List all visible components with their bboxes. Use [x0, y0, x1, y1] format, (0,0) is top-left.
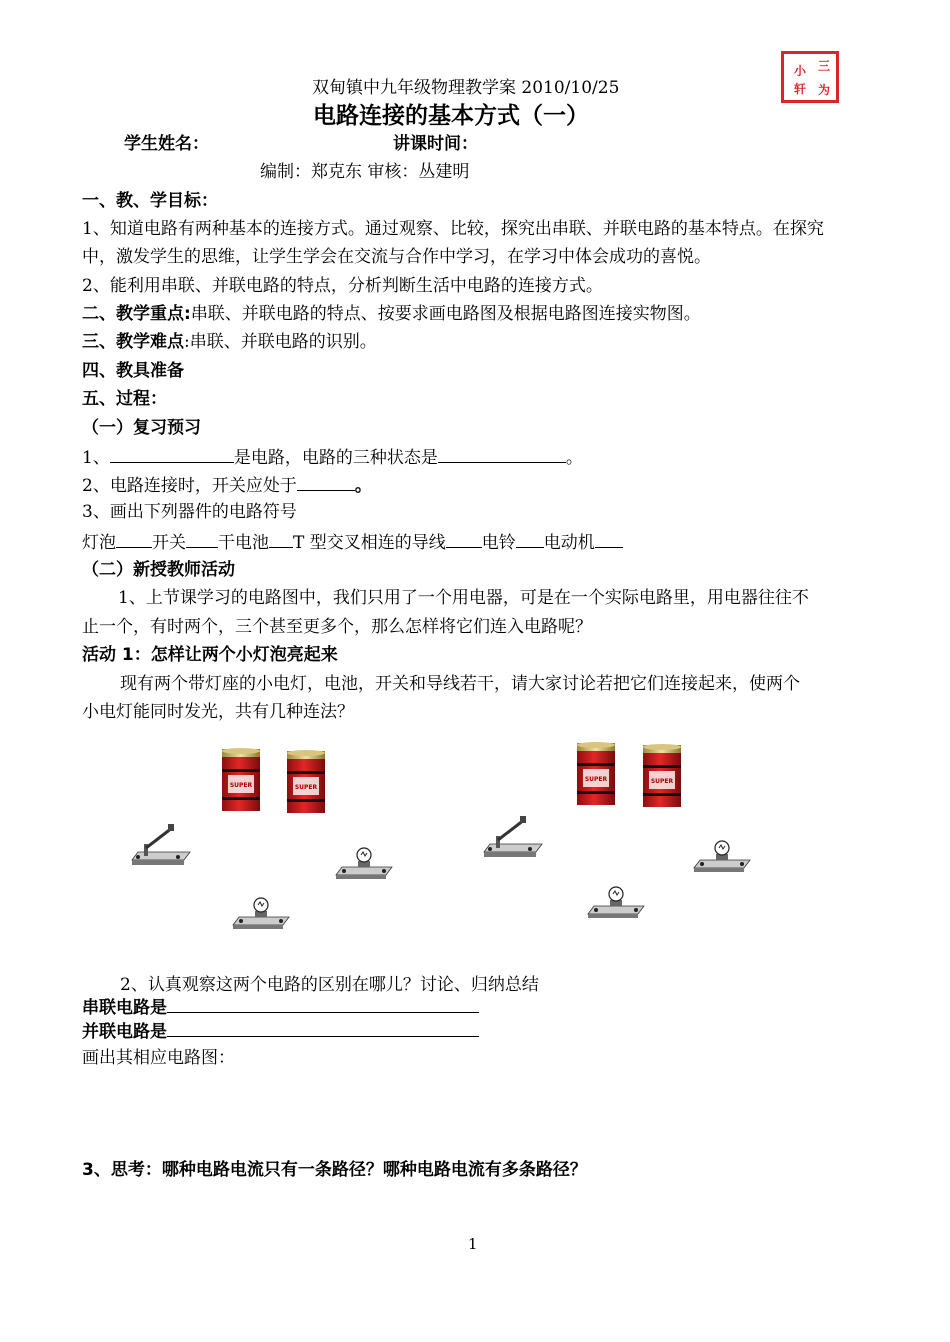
paragraph: 现有两个带灯座的小电灯，电池，开关和导线若干，请大家讨论若把它们连接起来，使两个 [120, 674, 800, 694]
page-title: 电路连接的基本方式（一） [313, 103, 589, 129]
answer-blank[interactable] [516, 529, 544, 548]
answer-blank[interactable] [110, 444, 234, 463]
paragraph: 2、能利用串联、并联电路的特点，分析判断生活中电路的连接方式。 [82, 276, 603, 296]
paragraph: 1、知道电路有两种基本的连接方式。通过观察、比较，探究出串联、并联电路的基本特点。在探究 [82, 219, 824, 239]
subsection-heading: （一）复习预习 [82, 418, 201, 438]
symbol-label: T 型交叉相连的导线 [293, 533, 446, 553]
seal-char: 三 [818, 59, 831, 73]
think-question: 3、思考：哪种电路电流只有一条路径？哪种电路电流有多条路径？ [82, 1160, 587, 1180]
student-name-label: 学生姓名： [124, 134, 209, 154]
symbol-label: 电铃 [481, 533, 516, 553]
question-text: 。 [565, 448, 583, 468]
series-label: 串联电路是 [82, 998, 167, 1018]
answer-blank[interactable] [269, 529, 293, 548]
section-text: :串联、并联电路的识别。 [184, 332, 377, 352]
question-2 [82, 472, 372, 498]
symbol-list [82, 529, 623, 555]
answer-blank[interactable] [297, 472, 355, 491]
symbol-label: 开关 [152, 533, 186, 553]
answer-blank[interactable] [116, 529, 152, 548]
subsection-heading: （二）新授教师活动 [82, 560, 235, 580]
section-2 [82, 302, 701, 326]
section-heading: 三、教学难点 [82, 332, 184, 352]
paragraph: 止一个，有时两个，三个甚至更多个，那么怎样将它们连入电路呢？ [82, 617, 592, 637]
section-3 [82, 330, 377, 354]
paragraph: 画出其相应电路图： [82, 1048, 235, 1068]
answer-blank[interactable] [167, 1018, 479, 1037]
symbol-label: 干电池 [218, 533, 269, 553]
circuit-figures: SUPER [0, 0, 950, 1342]
paragraph: 中，激发学生的思维，让学生学会在交流与合作中学习，在学习中体会成功的喜悦。 [82, 247, 711, 267]
symbol-label: 电动机 [543, 533, 595, 553]
question-1 [82, 444, 583, 470]
answer-blank[interactable] [595, 529, 623, 548]
section-heading: 五、过程： [82, 389, 167, 409]
answer-blank[interactable] [167, 994, 479, 1013]
series-line [82, 994, 479, 1020]
page-number: 1 [468, 1235, 478, 1253]
paragraph: 1、上节课学习的电路图中，我们只用了一个用电器，可是在一个实际电路里，用电器往往不 [118, 588, 809, 608]
paragraph: 2、认真观察这两个电路的区别在哪儿？讨论、归纳总结 [120, 975, 539, 995]
school-line: 双甸镇中九年级物理教学案 2010/10/25 [312, 78, 620, 98]
question-3: 3、画出下列器件的电路符号 [82, 502, 297, 522]
question-text: 是电路，电路的三种状态是 [233, 448, 438, 468]
seal-char: 轩 [794, 82, 807, 96]
question-text: 。 [354, 476, 372, 496]
seal-char: 为 [818, 83, 831, 97]
section-heading: 一、教、学目标： [82, 191, 218, 211]
class-time-label: 讲课时间： [393, 134, 478, 154]
section-text: 串联、并联电路的特点、按要求画电路图及根据电路图连接实物图。 [190, 304, 701, 324]
answer-blank[interactable] [186, 529, 218, 548]
section-heading: 四、教具准备 [82, 361, 184, 381]
answer-blank[interactable] [446, 529, 482, 548]
parallel-line [82, 1018, 479, 1044]
paragraph: 小电灯能同时发光，共有几种连法？ [82, 702, 354, 722]
activity-heading: 活动 1：怎样让两个小灯泡亮起来 [82, 645, 338, 665]
section-heading: 二、教学重点: [82, 304, 191, 324]
question-text: 1、 [82, 448, 110, 468]
symbol-label: 灯泡 [82, 533, 116, 553]
answer-blank[interactable] [438, 444, 566, 463]
seal-stamp [781, 51, 839, 103]
seal-char: 小 [794, 64, 807, 78]
question-text: 2、电路连接时，开关应处于 [82, 476, 297, 496]
parallel-label: 并联电路是 [82, 1022, 167, 1042]
authors-line: 编制：郑克东 审核：丛建明 [260, 162, 470, 182]
